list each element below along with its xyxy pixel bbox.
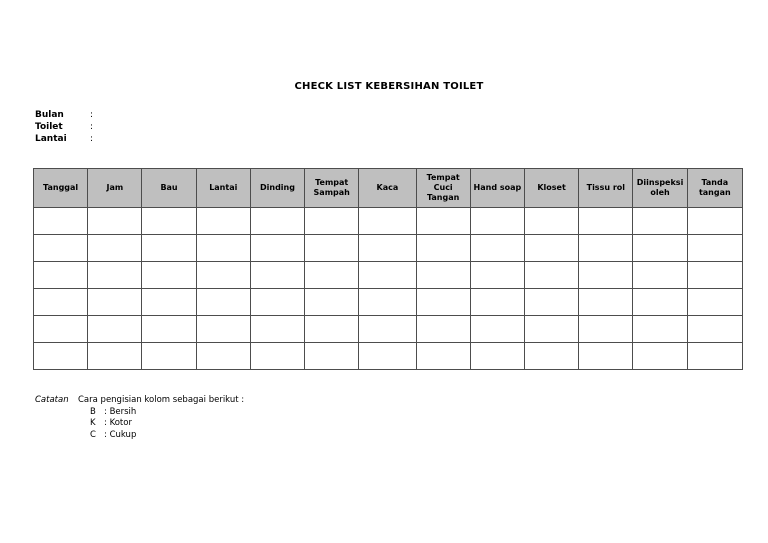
legend-separator: : bbox=[104, 406, 107, 417]
table-cell[interactable] bbox=[687, 262, 742, 289]
table-cell[interactable] bbox=[524, 316, 578, 343]
notes-label: Catatan bbox=[35, 395, 69, 405]
legend-meaning: Bersih bbox=[109, 406, 137, 417]
table-cell[interactable] bbox=[305, 262, 359, 289]
column-header-bau: Bau bbox=[142, 169, 196, 208]
table-cell[interactable] bbox=[250, 208, 304, 235]
table-cell[interactable] bbox=[305, 316, 359, 343]
table-cell[interactable] bbox=[305, 343, 359, 370]
table-cell[interactable] bbox=[524, 343, 578, 370]
table-cell[interactable] bbox=[359, 262, 416, 289]
table-cell[interactable] bbox=[305, 208, 359, 235]
table-cell[interactable] bbox=[470, 289, 524, 316]
page-title: CHECK LIST KEBERSIHAN TOILET bbox=[294, 81, 484, 92]
table-cell[interactable] bbox=[579, 262, 633, 289]
legend-code: B bbox=[90, 406, 96, 417]
legend-code: K bbox=[90, 418, 96, 428]
table-cell[interactable] bbox=[142, 208, 196, 235]
legend-meaning: Kotor bbox=[109, 418, 132, 428]
table-cell[interactable] bbox=[250, 343, 304, 370]
column-header-tanda-tangan: Tanda tangan bbox=[687, 169, 742, 208]
table-cell[interactable] bbox=[34, 262, 88, 289]
table-cell[interactable] bbox=[633, 235, 687, 262]
table-cell[interactable] bbox=[416, 262, 470, 289]
meta-fields bbox=[35, 109, 100, 145]
table-cell[interactable] bbox=[88, 289, 142, 316]
table-cell[interactable] bbox=[687, 316, 742, 343]
table-cell[interactable] bbox=[579, 289, 633, 316]
legend-item-cukup bbox=[90, 430, 244, 442]
table-row bbox=[34, 208, 743, 235]
table-cell[interactable] bbox=[633, 343, 687, 370]
meta-colon: : bbox=[90, 110, 94, 120]
table-row bbox=[34, 289, 743, 316]
table-cell[interactable] bbox=[196, 262, 250, 289]
column-header-dinding: Dinding bbox=[250, 169, 304, 208]
table-cell[interactable] bbox=[579, 343, 633, 370]
table-cell[interactable] bbox=[34, 235, 88, 262]
table-cell[interactable] bbox=[88, 343, 142, 370]
legend-meaning: Cukup bbox=[109, 429, 137, 440]
table-cell[interactable] bbox=[416, 235, 470, 262]
table-cell[interactable] bbox=[470, 262, 524, 289]
table-cell[interactable] bbox=[524, 208, 578, 235]
notes-line bbox=[35, 395, 244, 407]
table-cell[interactable] bbox=[196, 316, 250, 343]
table-cell[interactable] bbox=[470, 343, 524, 370]
table-cell[interactable] bbox=[34, 316, 88, 343]
table-cell[interactable] bbox=[34, 343, 88, 370]
checklist-table bbox=[33, 168, 743, 370]
table-cell[interactable] bbox=[633, 289, 687, 316]
meta-colon: : bbox=[90, 134, 94, 144]
table-cell[interactable] bbox=[250, 289, 304, 316]
table-cell[interactable] bbox=[142, 343, 196, 370]
table-cell[interactable] bbox=[416, 208, 470, 235]
notes bbox=[35, 395, 244, 441]
table-cell[interactable] bbox=[524, 262, 578, 289]
meta-colon: : bbox=[90, 122, 94, 132]
column-header-tissu-rol: Tissu rol bbox=[579, 169, 633, 208]
column-header-diinspeksi-oleh: Diinspeksi oleh bbox=[633, 169, 687, 208]
table-cell[interactable] bbox=[359, 235, 416, 262]
table-row bbox=[34, 316, 743, 343]
table-cell[interactable] bbox=[305, 289, 359, 316]
meta-label: Bulan bbox=[35, 110, 64, 120]
table-cell[interactable] bbox=[633, 262, 687, 289]
table-cell[interactable] bbox=[250, 316, 304, 343]
table-cell[interactable] bbox=[250, 262, 304, 289]
table-cell[interactable] bbox=[196, 343, 250, 370]
table-cell[interactable] bbox=[250, 235, 304, 262]
table-cell[interactable] bbox=[524, 235, 578, 262]
table-cell[interactable] bbox=[88, 235, 142, 262]
table-cell[interactable] bbox=[633, 208, 687, 235]
legend-separator: : bbox=[104, 429, 107, 440]
table-cell[interactable] bbox=[579, 316, 633, 343]
table-cell[interactable] bbox=[196, 289, 250, 316]
column-header-hand-soap: Hand soap bbox=[470, 169, 524, 208]
meta-label: Lantai bbox=[35, 134, 67, 144]
table-cell[interactable] bbox=[359, 316, 416, 343]
notes-text: Cara pengisian kolom sebagai berikut : bbox=[78, 395, 245, 405]
legend-item-bersih bbox=[90, 407, 244, 419]
table-cell[interactable] bbox=[416, 289, 470, 316]
table-cell[interactable] bbox=[142, 262, 196, 289]
table-row bbox=[34, 343, 743, 370]
table-cell[interactable] bbox=[88, 316, 142, 343]
table-cell[interactable] bbox=[196, 235, 250, 262]
table-cell[interactable] bbox=[196, 208, 250, 235]
column-header-kaca: Kaca bbox=[359, 169, 416, 208]
table-cell[interactable] bbox=[687, 343, 742, 370]
table-cell[interactable] bbox=[88, 208, 142, 235]
table-cell[interactable] bbox=[34, 208, 88, 235]
table-header-row bbox=[34, 169, 743, 208]
table-cell[interactable] bbox=[633, 316, 687, 343]
table-cell[interactable] bbox=[88, 262, 142, 289]
column-header-kloset: Kloset bbox=[524, 169, 578, 208]
legend-code: C bbox=[90, 429, 96, 440]
legend bbox=[90, 407, 244, 442]
table-cell[interactable] bbox=[579, 235, 633, 262]
table-cell[interactable] bbox=[142, 235, 196, 262]
table-cell[interactable] bbox=[34, 289, 88, 316]
table-cell[interactable] bbox=[687, 289, 742, 316]
legend-item-kotor bbox=[90, 418, 244, 430]
table-cell[interactable] bbox=[359, 208, 416, 235]
table-cell[interactable] bbox=[142, 289, 196, 316]
table-row bbox=[34, 262, 743, 289]
table-cell[interactable] bbox=[359, 343, 416, 370]
column-header-jam: Jam bbox=[88, 169, 142, 208]
column-header-lantai: Lantai bbox=[196, 169, 250, 208]
meta-row-toilet bbox=[35, 121, 100, 133]
table-cell[interactable] bbox=[142, 316, 196, 343]
legend-separator: : bbox=[104, 418, 107, 428]
column-header-tanggal: Tanggal bbox=[34, 169, 88, 208]
table-cell[interactable] bbox=[687, 235, 742, 262]
table-cell[interactable] bbox=[305, 235, 359, 262]
table-body bbox=[34, 208, 743, 370]
table-cell[interactable] bbox=[416, 343, 470, 370]
column-header-tempat-sampah: Tempat Sampah bbox=[305, 169, 359, 208]
table-cell[interactable] bbox=[579, 208, 633, 235]
table-cell[interactable] bbox=[687, 208, 742, 235]
table-cell[interactable] bbox=[359, 289, 416, 316]
table-cell[interactable] bbox=[416, 316, 470, 343]
meta-row-bulan bbox=[35, 109, 100, 121]
column-header-tempat-cuci-tangan: Tempat Cuci Tangan bbox=[416, 169, 470, 208]
table-cell[interactable] bbox=[524, 289, 578, 316]
table-cell[interactable] bbox=[470, 316, 524, 343]
meta-label: Toilet bbox=[35, 122, 63, 132]
table-cell[interactable] bbox=[470, 208, 524, 235]
table-cell[interactable] bbox=[470, 235, 524, 262]
meta-row-lantai bbox=[35, 133, 100, 145]
table-row bbox=[34, 235, 743, 262]
